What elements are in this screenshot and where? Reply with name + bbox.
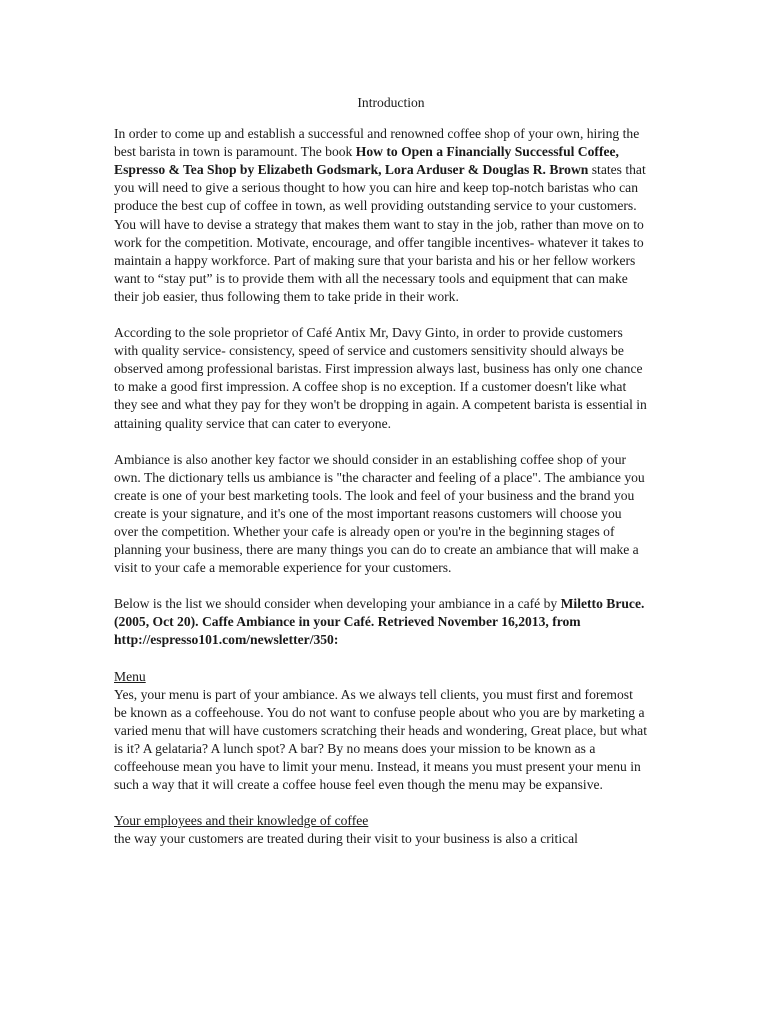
paragraph-ambiance (114, 451, 648, 578)
citation: Miletto Bruce. (2005, Oct 20). Caffe Ambiance in your Café. Retrieved November 16,2013, from http://espresso101.com/newsletter/350: (114, 596, 645, 648)
paragraph-employees: the way your customers are treated during their visit to your business is also a critical (114, 831, 578, 847)
document-title: Introduction (357, 95, 425, 110)
paragraph-intro (114, 125, 648, 306)
paragraph-intro-rest: states that you will need to give a serious thought to how you can hire and keep top-notch baristas who can produce the best cup of coffee in town, as well providing outstanding service to your customers. You will have to devise a strategy that makes them want to stay in the job, rather than move on to work for the competition. Motivate, encourage, and offer tangible incentives- whatever it takes to maintain a happy workforce. Part of making sure that your barista and his or her fellow workers want to “stay put” is to provide them with all the necessary tools and equipment that can make their job easier, thus following them to take pride in their work. (114, 162, 646, 304)
paragraph-intro-text: In order to come up and establish a successful and renowned coffee shop of your own, hiring the best barista in town is paramount. The book (114, 126, 640, 160)
paragraph-ambiance-text: Ambiance is also another key factor we should consider in an establishing coffee shop of your own. The dictionary tells us ambiance is "the character and feeling of a place". The ambiance you create is one of your best marketing tools. The look and feel of your business and the brand you create is your signature, and it's one of the most important reasons customers will choose you over the competition. Whether your cafe is already open or you're in the beginning stages of planning your business, there are many things you can do to create an ambiance that will make a visit to your cafe a memorable experience for your customers. (114, 451, 645, 576)
paragraph-list-intro-text: Below is the list we should consider when developing your ambiance in a café by (114, 596, 561, 612)
book-title: How to Open a Financially Successful Coffee, Espresso & Tea Shop by Elizabeth Godsmark, Lora Arduser & Douglas R. Brown (114, 144, 619, 178)
section-heading-menu: Menu (114, 668, 146, 684)
paragraph-list-intro (114, 595, 648, 649)
paragraph-service: According to the sole proprietor of Café Antix Mr, Davy Ginto, in order to provide customers with quality service- consistency, speed of service and customers sensitivity should always be observed among professional baristas. First impression always last, business has only one chance to make a good first impression. A coffee shop is no exception. If a customer doesn't like what they see and what they pay for they won't be dropping in again. A competent barista is essential in attaining quality service that can cater to everyone. (114, 325, 647, 431)
paragraph-menu: Yes, your menu is part of your ambiance. As we always tell clients, you must first and foremost be known as a coffeehouse. You do not want to confuse people about who you are by marketing a varied menu that will have customers scratching their heads and wondering, Great place, but what is it? A gelataria? A lunch spot? A bar? By no means does your mission to be known as a coffeehouse mean you have to limit your menu. Instead, it means you must present your menu in such a way that it will create a coffee house feel even though the menu may be expansive. (114, 686, 647, 793)
section-heading-employees: Your employees and their knowledge of coffee (114, 813, 369, 829)
